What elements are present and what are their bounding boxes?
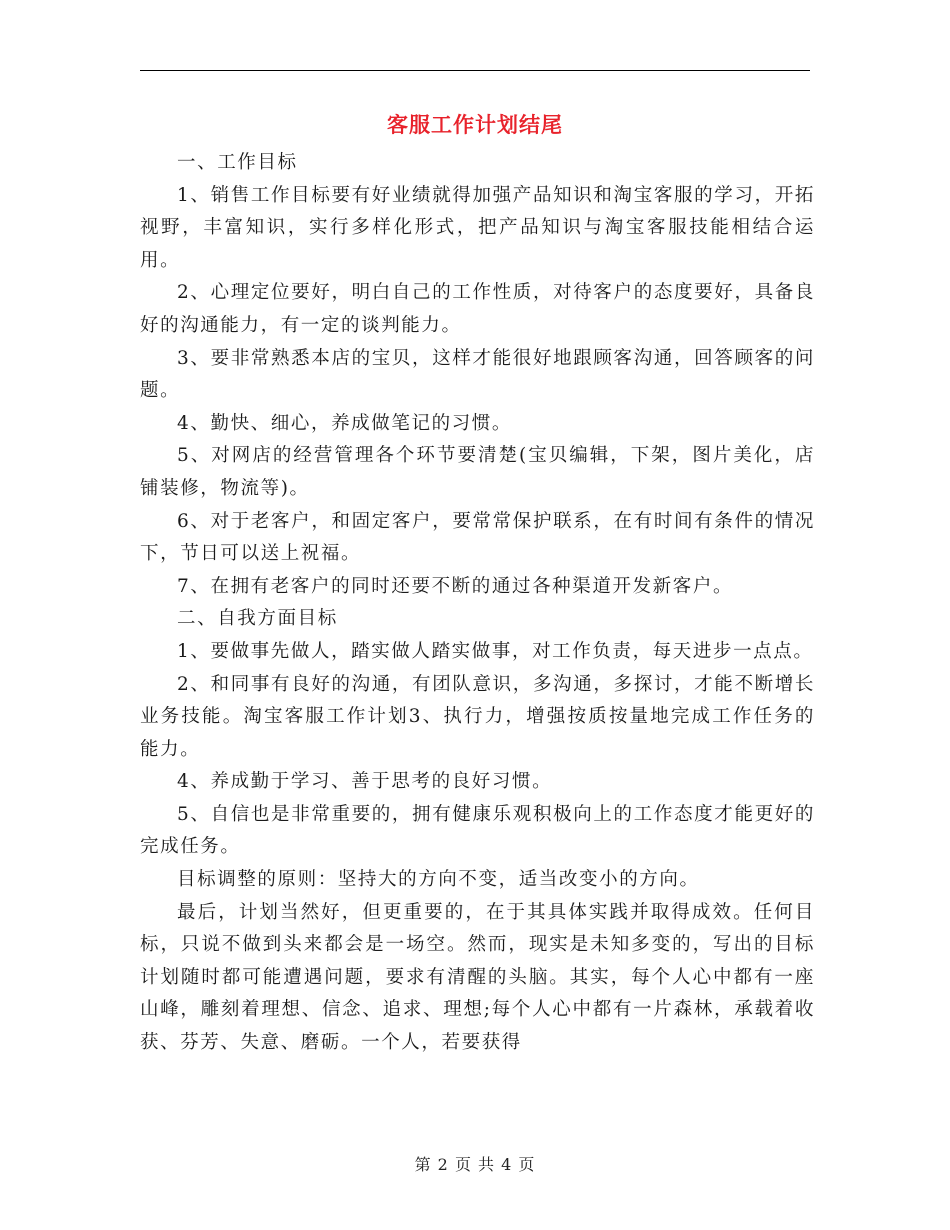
paragraph-goal-5: 5、对网店的经营管理各个环节要清楚(宝贝编辑，下架，图片美化，店铺装修，物流等)。 [140,445,815,499]
document-body [140,147,815,1060]
paragraph-section-1-heading: 一、工作目标 [177,152,298,173]
paragraph-self-goal-5: 5、自信也是非常重要的，拥有健康乐观积极向上的工作态度才能更好的完成任务。 [140,803,815,858]
paragraph-self-goal-4: 4、养成勤于学习、善于思考的良好习惯。 [177,771,553,793]
paragraph-section-2-heading: 二、自我方面目标 [177,608,338,630]
paragraph-goal-7: 7、在拥有老客户的同时还要不断的通过各种渠道开发新客户。 [177,575,734,597]
paragraph-conclusion: 最后，计划当然好，但更重要的，在于其具体实践并取得成效。任何目标，只说不做到头来都会是一场空。然而，现实是未知多变的，写出的目标计划随时都可能遭遇问题，要求有清醒的头脑。其实，每个人心中都有一座山峰，雕刻着理想、信念、追求、理想;每个人心中都有一片森林，承载着收获、芬芳、失意、磨砺。一个人，若要获得 [140,901,815,1054]
page-number-label: 第 2 页 共 4 页 [414,1155,536,1174]
paragraph-goal-4: 4、勤快、细心，养成做笔记的习惯。 [177,412,512,434]
document-title: 客服工作计划结尾 [387,112,563,137]
paragraph-adjustment-principle: 目标调整的原则：坚持大的方向不变，适当改变小的方向。 [177,869,700,891]
paragraph-goal-1: 1、销售工作目标要有好业绩就得加强产品知识和淘宝客服的学习，开拓视野，丰富知识，实行多样化形式，把产品知识与淘宝客服技能相结合运用。 [140,184,815,271]
paragraph-goal-2: 2、心理定位要好，明白自己的工作性质，对待客户的态度要好，具备良好的沟通能力，有一定的谈判能力。 [140,282,815,336]
paragraph-self-goal-2: 2、和同事有良好的沟通，有团队意识，多沟通，多探讨，才能不断增长业务技能。淘宝客服工作计划3、执行力，增强按质按量地完成工作任务的能力。 [140,673,815,760]
paragraph-goal-6: 6、对于老客户，和固定客户，要常常保护联系，在有时间有条件的情况下，节日可以送上祝福。 [140,510,815,565]
paragraph-goal-3: 3、要非常熟悉本店的宝贝，这样才能很好地跟顾客沟通，回答顾客的问题。 [140,347,815,402]
header-rule [140,70,810,71]
page-footer [0,1152,950,1175]
paragraph-self-goal-1: 1、要做事先做人，踏实做人踏实做事，对工作负责，每天进步一点点。 [177,640,814,662]
